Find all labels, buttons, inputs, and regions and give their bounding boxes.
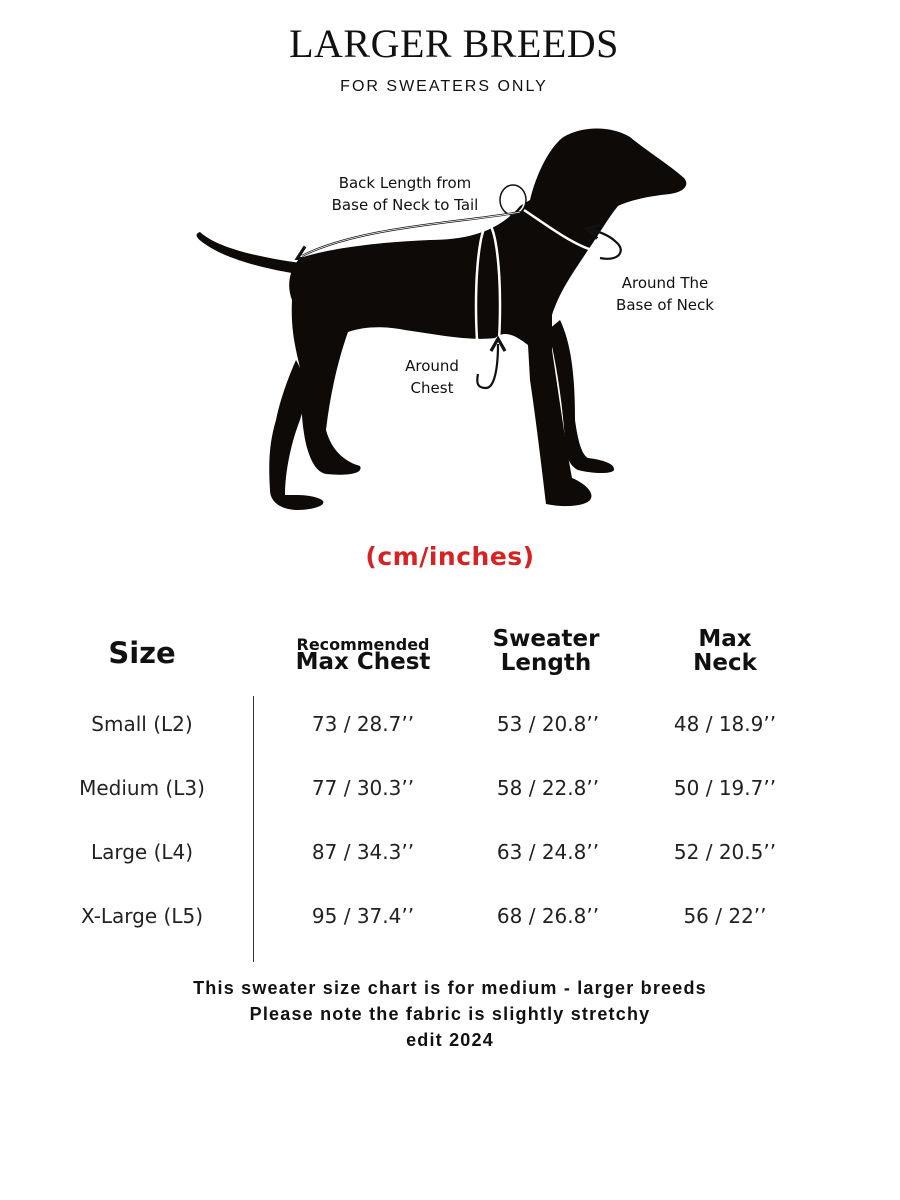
chest-callout	[392, 355, 472, 399]
back-length-callout	[320, 172, 490, 216]
length-cell: 63 / 24.8’’	[496, 840, 600, 864]
header-max-neck-line1: Max	[698, 626, 752, 652]
neck-cell: 52 / 20.5’’	[673, 840, 777, 864]
chest-cell: 95 / 37.4’’	[311, 904, 415, 928]
header-size: Size	[108, 636, 176, 670]
length-cell: 58 / 22.8’’	[496, 776, 600, 800]
chest-label-line1: Around	[405, 357, 459, 375]
size-cell: Medium (L3)	[79, 776, 205, 800]
header-sweater-length	[456, 627, 636, 675]
header-max-chest: Max Chest	[295, 649, 431, 675]
neck-callout	[600, 272, 730, 316]
chest-label-line2: Chest	[410, 379, 454, 397]
size-cell: X-Large (L5)	[80, 904, 204, 928]
table-row	[0, 896, 900, 936]
table-row	[0, 704, 900, 744]
header-sweater-length-line1: Sweater	[492, 626, 600, 652]
chest-cell: 73 / 28.7’’	[311, 712, 415, 736]
page-subtitle: FOR SWEATERS ONLY	[340, 78, 548, 95]
neck-cell: 56 / 22’’	[683, 904, 767, 928]
back-length-label-line1: Back Length from	[338, 174, 472, 192]
note-edit: edit 2024	[406, 1030, 494, 1050]
chest-cell: 77 / 30.3’’	[311, 776, 415, 800]
units-label: (cm/inches)	[365, 542, 535, 571]
chest-cell: 87 / 34.3’’	[311, 840, 415, 864]
neck-label-line2: Base of Neck	[616, 296, 714, 314]
size-cell: Large (L4)	[90, 840, 194, 864]
page-title: LARGER BREEDS	[289, 21, 619, 66]
length-cell: 53 / 20.8’’	[496, 712, 600, 736]
table-row	[0, 768, 900, 808]
neck-label-line1: Around The	[621, 274, 709, 292]
size-cell: Small (L2)	[91, 712, 193, 736]
note-fabric: Please note the fabric is slightly stretchy	[249, 1004, 651, 1024]
table-row	[0, 832, 900, 872]
note-breeds: This sweater size chart is for medium - larger breeds	[193, 978, 707, 998]
back-length-label-line2: Base of Neck to Tail	[331, 196, 479, 214]
neck-cell: 48 / 18.9’’	[673, 712, 777, 736]
length-cell: 68 / 26.8’’	[496, 904, 600, 928]
header-max-neck-line2: Neck	[693, 650, 757, 676]
neck-cell: 50 / 19.7’’	[673, 776, 777, 800]
header-sweater-length-line2: Length	[500, 650, 592, 676]
header-chest-recommended: Recommended	[296, 635, 430, 654]
header-max-neck	[635, 627, 815, 675]
